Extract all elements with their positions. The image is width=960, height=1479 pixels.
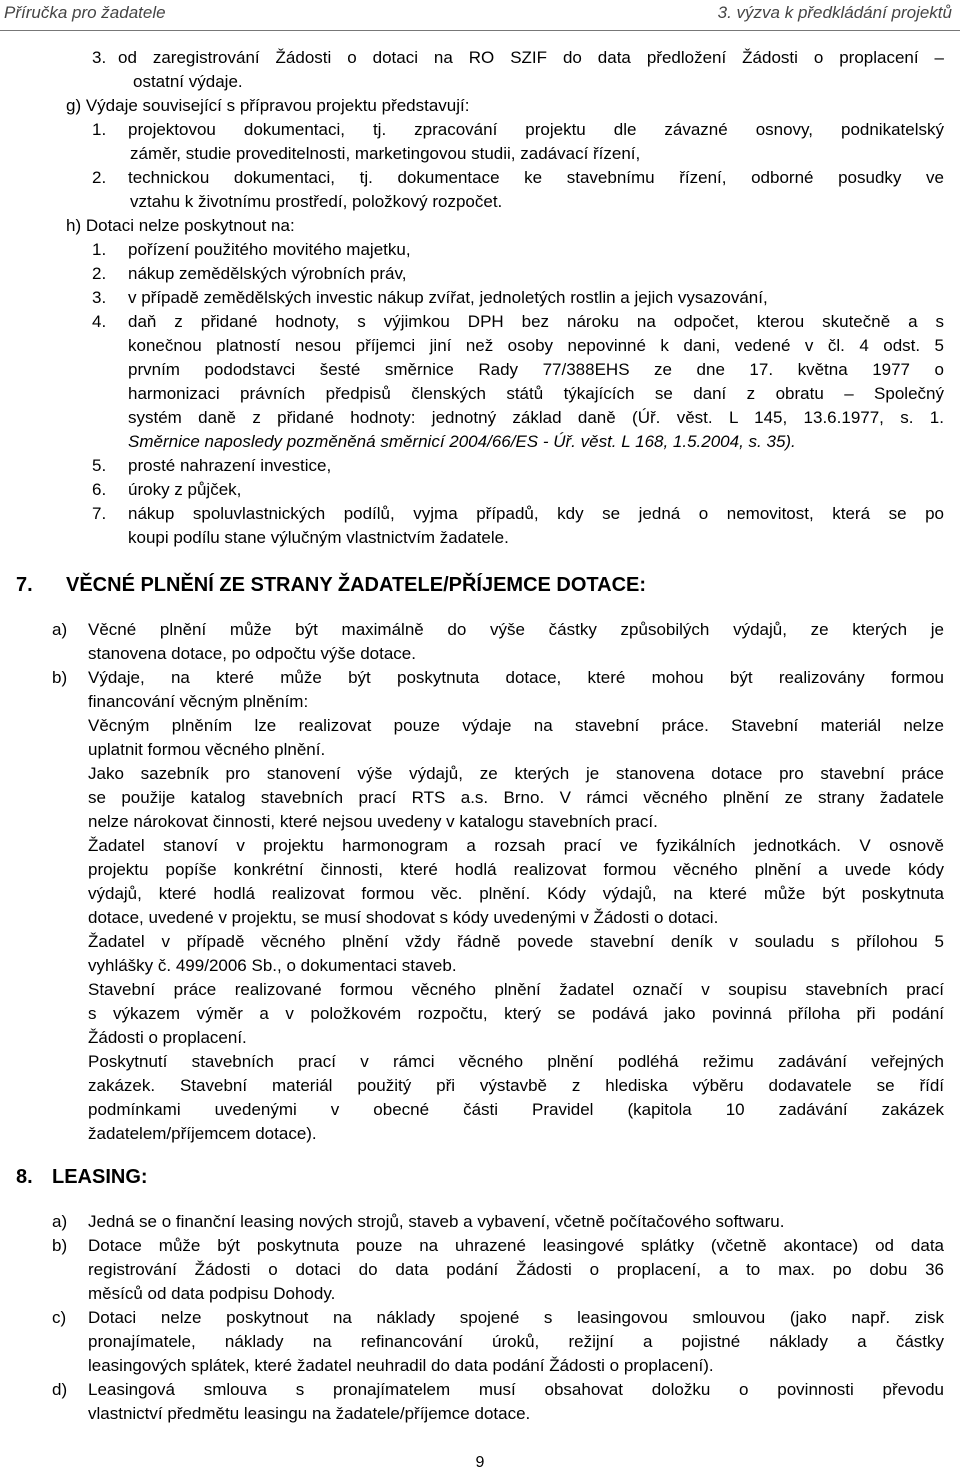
section-title: VĚCNÉ PLNĚNÍ ZE STRANY ŽADATELE/PŘÍJEMCE DOTACE: [66, 574, 647, 596]
text-line: pořízení použitého movitého majetku, [128, 240, 411, 259]
list-item [92, 454, 106, 526]
text-line: dotace, uvedené v projektu, se musí shodovat s kódy uvedenými v Žádosti o dotaci. [88, 908, 719, 927]
header-left-title: Příručka pro žadatele [4, 3, 166, 22]
header-right-title: 3. výzva k předkládání projektů [717, 3, 952, 22]
text-line: s výkazem výměr a v položkovém rozpočtu, který se podává jako povinná příloha při podání [88, 1004, 944, 1023]
text-line: Žadatel v případě věcného plnění vždy řádně povede stavební deník v souladu s přílohou 5 [88, 932, 944, 951]
text-line: podmínkami uvedenými v obecné části Pravidel (kapitola 10 zadávání zakázek [88, 1100, 944, 1119]
list-item-text [128, 118, 944, 166]
text-line: Žadatel stanoví v projektu harmonogram a rozsah prací ve fyzikálních jednotkách. V osnově [88, 836, 944, 855]
text-line: leasingových splátek, které žadatel neuhradil do data podání Žádosti o proplacení). [88, 1356, 714, 1375]
text-line: Věcné plnění může být maximálně do výše částky způsobilých výdajů, ze kterých je [88, 620, 944, 639]
text-line: úroky z půjček, [128, 480, 242, 499]
text-line: Jedná se o finanční leasing nových strojů, staveb a vybavení, včetně počítačového softwaru. [88, 1212, 785, 1231]
text-line: Leasingová smlouva s pronajímatelem musí obsahovat doložku o povinnosti převodu [88, 1380, 944, 1399]
list-marker: 2. [92, 264, 107, 283]
subsection-heading-g: g) Výdaje související s přípravou projektu představují: [66, 96, 470, 115]
list-marker: 6. [92, 480, 107, 499]
text-line: financování věcným plněním: [88, 692, 309, 711]
text-line: pronajímatele, náklady na refinancování úroků, režijní a pojistné náklady a částky [88, 1332, 944, 1351]
list-marker: 4. [92, 312, 107, 331]
text-line: Jako sazebník pro stanovení výše výdajů, ze kterých je stanovena dotace pro stavební práce [88, 764, 944, 783]
page-number: 9 [475, 1454, 485, 1471]
text-line: nákup spoluvlastnických podílů, vyjma případů, kdy se jedná o nemovitost, která se po [128, 504, 944, 523]
text-line: Věcným plněním lze realizovat pouze výdaje na stavební práce. Stavební materiál nelze [88, 716, 944, 735]
text-line: systém daně z přidané hodnoty: jednotný základ daně (Úř. věst. L 145, 13.6.1977, s. 1. [128, 408, 944, 427]
list-item-text [88, 1210, 944, 1234]
list-item-text [88, 618, 944, 666]
text-line: registrování Žádosti o dotaci do data podání Žádosti o proplacení, a to max. po dobu 36 [88, 1260, 944, 1279]
list-marker: 3. [92, 48, 107, 67]
text-line: Dotace může být poskytnuta pouze na uhrazené leasingové splátky (včetně akontace) od data [88, 1236, 944, 1255]
list-marker: 1. [92, 120, 107, 139]
text-line: Stavební práce realizované formou věcného plnění žadatel označí v soupisu stavebních prací [88, 980, 944, 999]
text-line: prvním pododstavci šesté směrnice Rady 77/388EHS ze dne 17. května 1977 o [128, 360, 944, 379]
text-line: v případě zemědělských investic nákup zvířat, jednoletých rostlin a jejich vysazování, [128, 288, 768, 307]
list-item-text [118, 46, 944, 94]
text-line: uplatnit formou věcného plnění. [88, 740, 326, 759]
list-marker: b) [52, 1236, 68, 1255]
subsection-heading-h: h) Dotaci nelze poskytnout na: [66, 216, 295, 235]
list-marker: c) [52, 1308, 67, 1327]
text-line: nákup zemědělských výrobních práv, [128, 264, 407, 283]
list-marker: 1. [92, 240, 107, 259]
text-line: konečnou platností nesou příjemci jiní než osoby nepovinné k dani, vedené v čl. 4 odst. 5 [128, 336, 944, 355]
text-line: žadatelem/příjemcem dotace). [88, 1124, 317, 1143]
text-line: vyhlášky č. 499/2006 Sb., o dokumentaci staveb. [88, 956, 457, 975]
list-item-text [88, 666, 944, 1146]
list-marker: 3. [92, 288, 107, 307]
text-line: prosté nahrazení investice, [128, 456, 332, 475]
list-marker: d) [52, 1380, 68, 1399]
text-line: vlastnictví předmětu leasingu na žadatele/příjemce dotace. [88, 1404, 531, 1423]
section-title: LEASING: [52, 1166, 148, 1188]
list-item-text [88, 1378, 944, 1426]
text-line: harmonizaci právních předpisů členských států týkajících se daní z obratu – Společný [128, 384, 944, 403]
list-item-text [128, 238, 944, 550]
text-line: projektu popíše konkrétní činnosti, které hodlá realizovat formou věcného plnění a uvede kódy [88, 860, 944, 879]
text-line: záměr, studie proveditelnosti, marketingovou studii, zadávací řízení, [130, 144, 641, 163]
text-line: stanovena dotace, po odpočtu výše dotace. [88, 644, 416, 663]
list-item-text [128, 166, 944, 214]
text-line-italic: Směrnice naposledy pozměněná směrnicí 2004/66/ES - Úř. věst. L 168, 1.5.2004, s. 35). [128, 432, 796, 451]
text-line: technickou dokumentaci, tj. dokumentace ke stavebnímu řízení, odborné posudky ve [128, 168, 944, 187]
text-line: od zaregistrování Žádosti o dotaci na RO SZIF do data předložení Žádosti o proplacení – [118, 48, 944, 67]
text-line: měsíců od data podpisu Dohody. [88, 1284, 336, 1303]
list-item-text [88, 1234, 944, 1306]
section-number: 7. [16, 574, 33, 596]
text-line: vztahu k životnímu prostředí, položkový rozpočet. [130, 192, 503, 211]
text-line: daň z přidané hodnoty, s výjimkou DPH bez nároku na odpočet, kterou skutečně a s [128, 312, 944, 331]
list-marker: a) [52, 620, 68, 639]
list-marker: 2. [92, 168, 107, 187]
text-line: Výdaje, na které může být poskytnuta dotace, které mohou být realizovány formou [88, 668, 944, 687]
list-item-text [88, 1306, 944, 1378]
header-divider [0, 30, 960, 31]
text-line: koupi podílu stane výlučným vlastnictvím žadatele. [128, 528, 509, 547]
text-line: projektovou dokumentaci, tj. zpracování projektu dle závazné osnovy, podnikatelský [128, 120, 944, 139]
text-line: zakázek. Stavební materiál použitý při výstavbě z hlediska výběru dodavatele se řídí [88, 1076, 944, 1095]
list-marker: a) [52, 1212, 68, 1231]
section-number: 8. [16, 1166, 33, 1188]
text-line: ostatní výdaje. [133, 72, 243, 91]
text-line: výdajů, které hodlá realizovat formou věc. plnění. Kódy výdajů, na které může být poskytnuta [88, 884, 944, 903]
text-line: se použije katalog stavebních prací RTS a.s. Brno. V rámci věcného plnění ze strany žadatele [88, 788, 944, 807]
list-marker: 7. [92, 504, 107, 523]
page-header [0, 0, 960, 34]
list-item [92, 238, 106, 334]
text-line: Dotaci nelze poskytnout na náklady spojené s leasingovou smlouvou (jako např. zisk [88, 1308, 944, 1327]
list-marker: 5. [92, 456, 107, 475]
list-marker: b) [52, 668, 68, 687]
text-line: nelze nárokovat činnosti, které nejsou uvedeny v katalogu stavebních prací. [88, 812, 658, 831]
text-line: Poskytnutí stavebních prací v rámci věcného plnění podléhá režimu zadávání veřejných [88, 1052, 944, 1071]
text-line: Žádosti o proplacení. [88, 1028, 247, 1047]
